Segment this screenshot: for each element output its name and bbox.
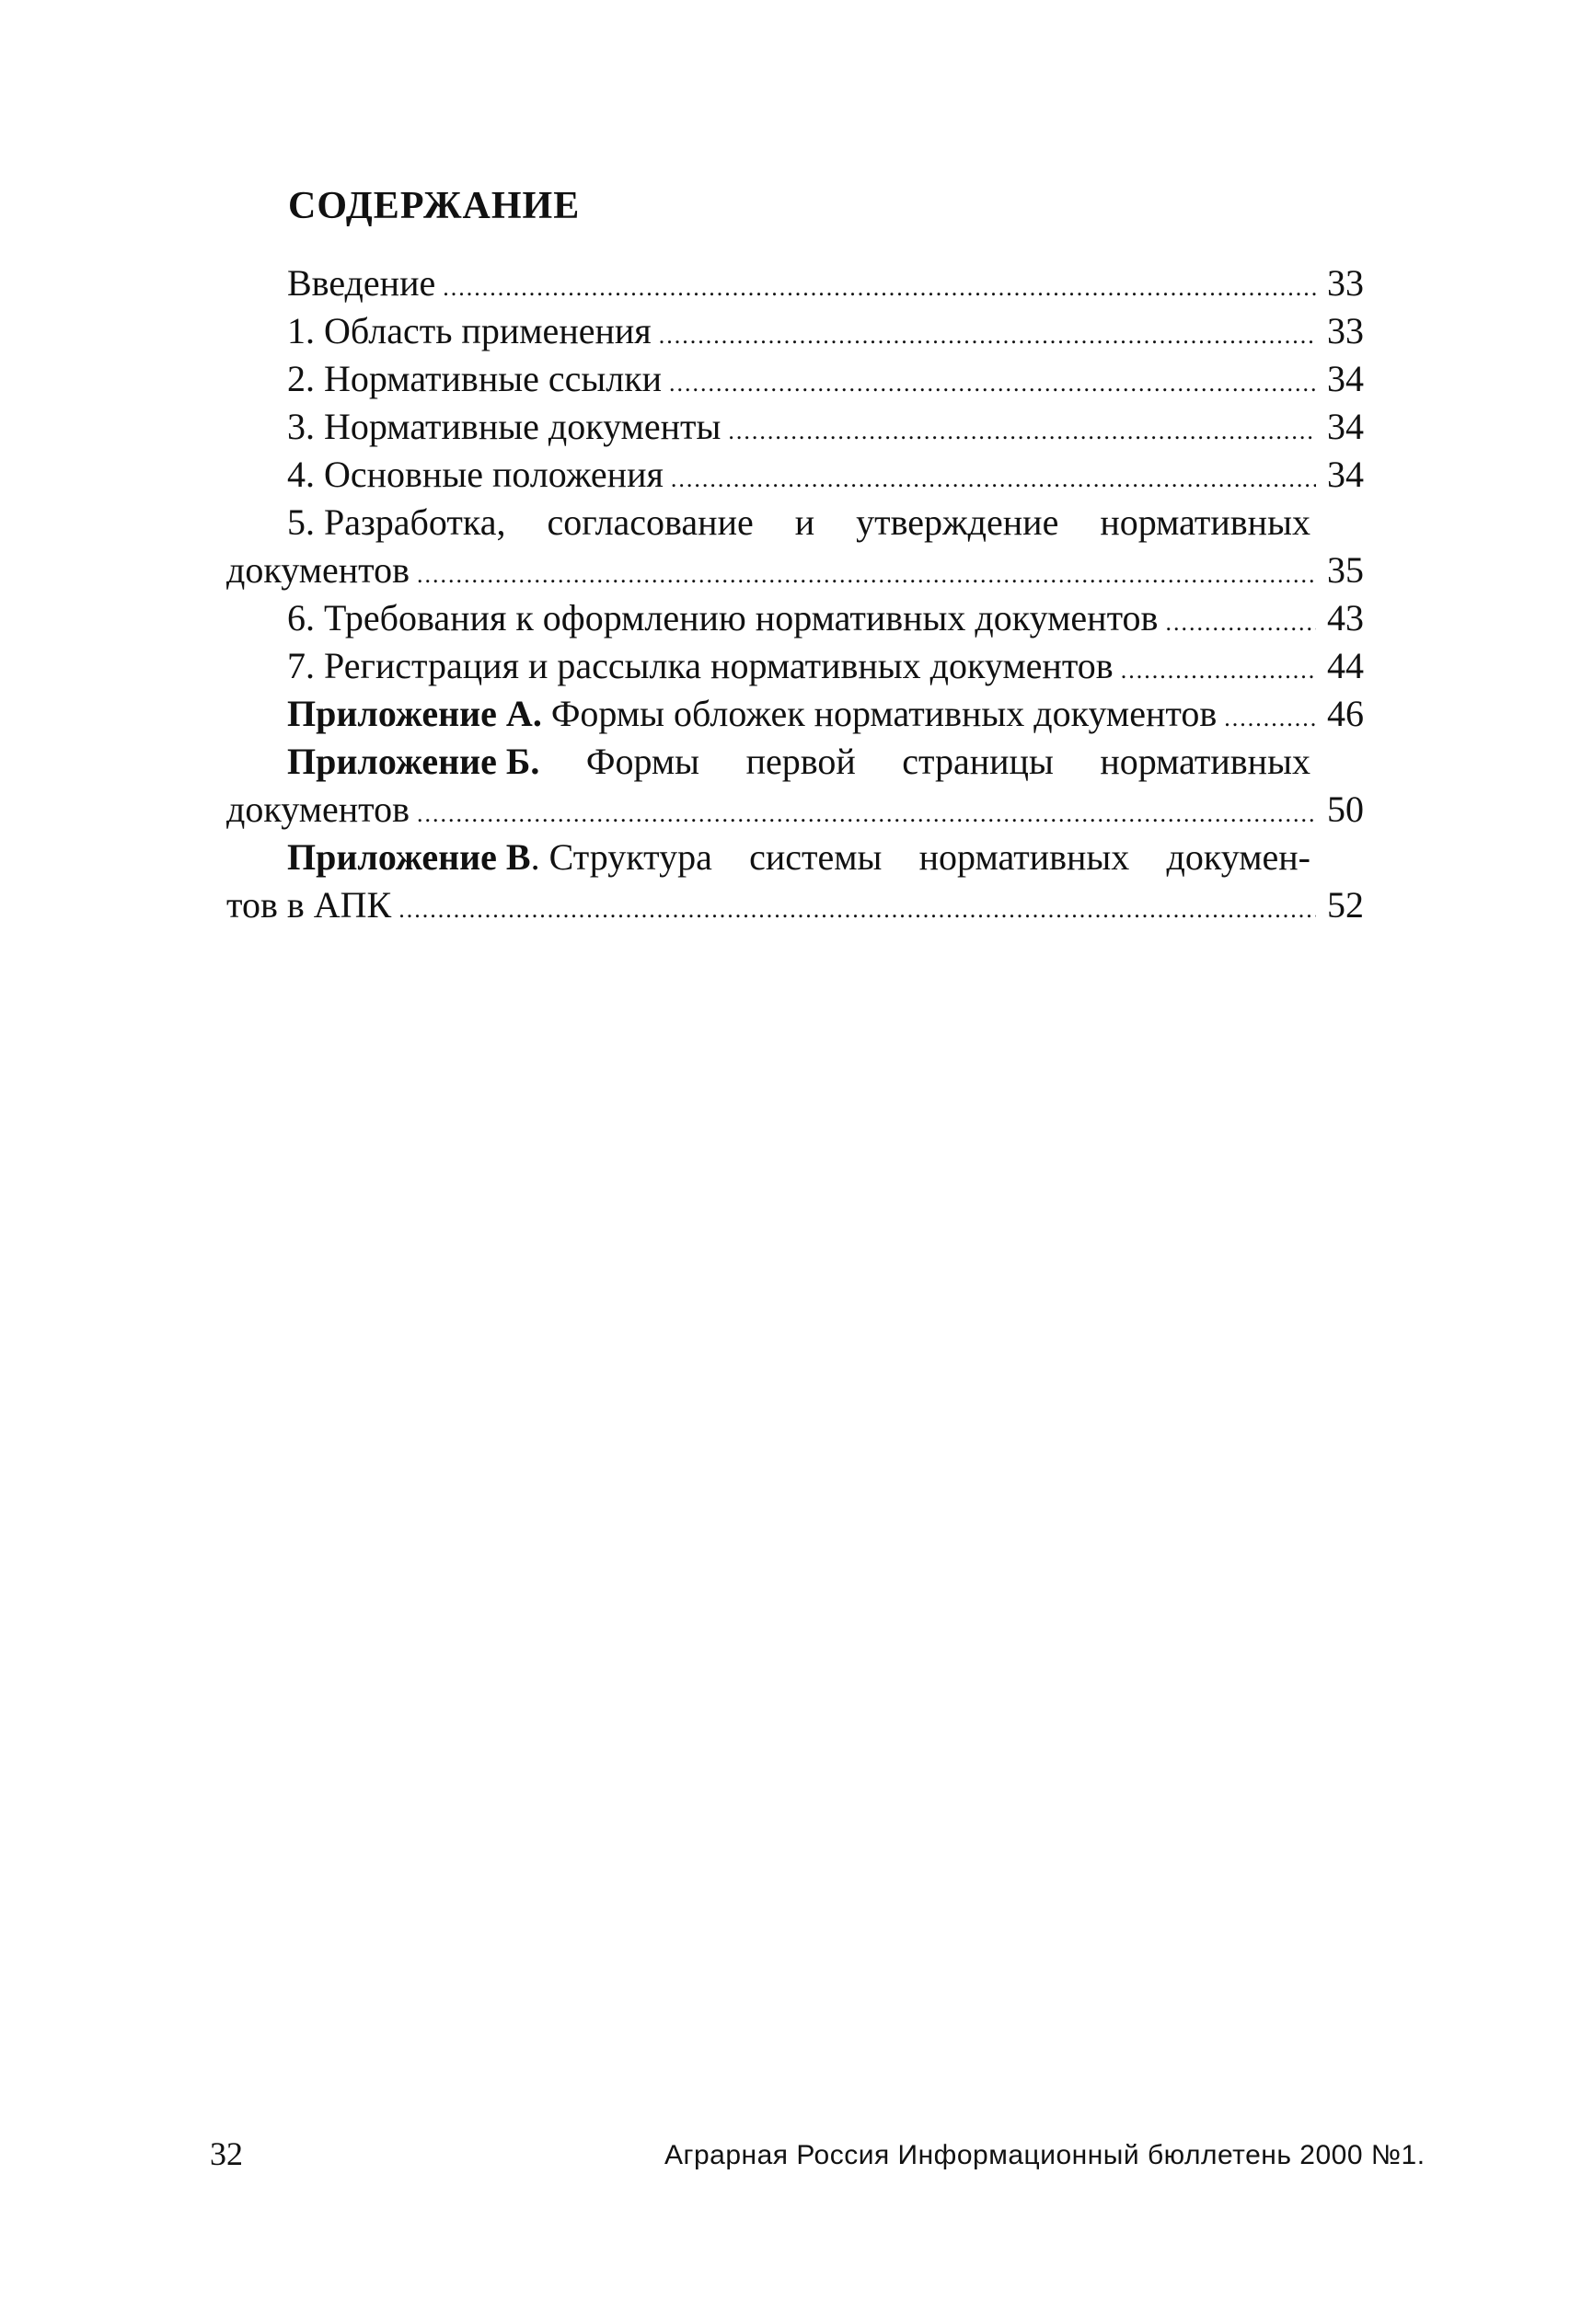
toc-word: докумен- <box>1166 836 1310 878</box>
toc-entry-label: документов <box>226 788 410 830</box>
toc-entry-page: 46 <box>1327 693 1364 734</box>
toc-word: нормативных <box>1100 501 1310 543</box>
leader-dots <box>443 264 1316 312</box>
toc-word-group <box>287 834 712 881</box>
toc-entry-label <box>287 690 1217 738</box>
toc-entry-page: 34 <box>1327 406 1364 447</box>
appendix-prefix: Приложение Б. <box>287 741 540 782</box>
toc-entry-section-4 <box>226 451 1364 499</box>
toc-entry-label: тов в АПК <box>226 884 392 926</box>
toc-entry-page: 52 <box>1327 884 1364 926</box>
leader-dots <box>671 455 1316 503</box>
appendix-title: Формы обложек нормативных документов <box>541 693 1218 734</box>
toc-entry-section-6 <box>226 594 1364 642</box>
toc-word: утверждение <box>856 501 1059 543</box>
toc-entry-label: 6. Требования к оформлению нормативных документов <box>287 597 1159 639</box>
toc-entry-section-2 <box>226 355 1364 403</box>
publication-footer: Аграрная Россия Информационный бюллетень 2000 №1. <box>664 2140 1426 2170</box>
leader-dots <box>398 886 1316 934</box>
leader-dots <box>728 408 1316 455</box>
toc-entry-page: 43 <box>1327 597 1364 639</box>
toc-entry-label: 2. Нормативные ссылки <box>287 358 663 399</box>
toc-entry-page: 50 <box>1327 788 1364 830</box>
toc-entry-label: 3. Нормативные документы <box>287 406 721 447</box>
toc-entry-section-3 <box>226 403 1364 451</box>
toc-word: нормативных <box>1100 741 1310 782</box>
toc-entry-section-5-line-1 <box>226 499 1364 546</box>
toc-word: системы <box>749 836 883 878</box>
leader-dots <box>1224 695 1316 742</box>
toc-word: и <box>794 501 815 543</box>
toc-word: 5. Разработка, <box>287 501 506 543</box>
toc-word: Формы <box>585 741 700 782</box>
toc-entry-page: 33 <box>1327 310 1364 351</box>
appendix-prefix: Приложение А. <box>287 693 542 734</box>
toc-entry-page: 35 <box>1327 549 1364 591</box>
toc-word: согласование <box>547 501 754 543</box>
toc-entry-section-7 <box>226 642 1364 690</box>
leader-dots <box>1165 599 1316 647</box>
toc-entry-appendix-a <box>226 690 1364 738</box>
page-number: 32 <box>210 2135 243 2172</box>
toc-entry-introduction <box>226 259 1364 307</box>
toc-entry-label: Введение <box>287 262 436 304</box>
leader-dots <box>669 360 1316 408</box>
toc-entry-label: документов <box>226 549 410 591</box>
toc-word: первой <box>745 741 856 782</box>
toc-entry-section-5-line-2 <box>226 546 1364 594</box>
toc-entry-page: 33 <box>1327 262 1364 304</box>
appendix-prefix: Приложение В <box>287 836 531 878</box>
table-of-contents <box>226 259 1364 929</box>
leader-dots <box>417 551 1316 599</box>
toc-entry-appendix-b-line-2 <box>226 786 1364 834</box>
toc-entry-page: 34 <box>1327 454 1364 495</box>
toc-entry-label: 1. Область применения <box>287 310 652 351</box>
toc-word: страницы <box>902 741 1054 782</box>
toc-entry-page: 44 <box>1327 645 1364 686</box>
toc-entry-page: 34 <box>1327 358 1364 399</box>
toc-entry-appendix-v-line-1 <box>226 834 1364 881</box>
page-title: СОДЕРЖАНИЕ <box>288 185 581 227</box>
toc-entry-appendix-v-line-2 <box>226 881 1364 929</box>
leader-dots <box>417 790 1316 838</box>
leader-dots <box>659 312 1316 360</box>
leader-dots <box>1121 647 1316 695</box>
toc-word: нормативных <box>918 836 1130 878</box>
toc-entry-label: 7. Регистрация и рассылка нормативных документов <box>287 645 1114 686</box>
toc-entry-appendix-b-line-1 <box>226 738 1364 786</box>
toc-entry-label: 4. Основные положения <box>287 454 664 495</box>
toc-entry-section-1 <box>226 307 1364 355</box>
toc-word: . Структура <box>530 836 712 878</box>
